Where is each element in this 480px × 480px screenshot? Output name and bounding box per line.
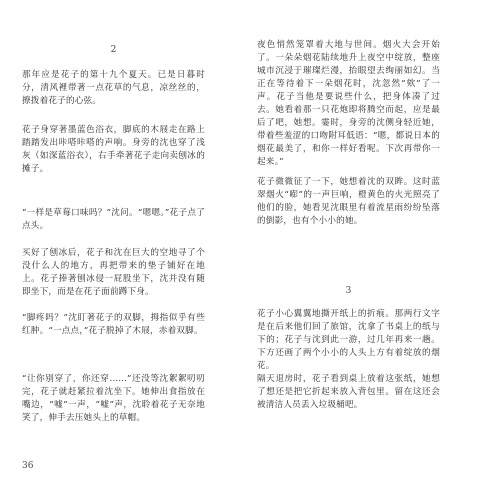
paragraph: “一样是草莓口味吗？”沈问。“嗯嗯。”花子点了点头。 — [22, 208, 205, 231]
page-number: 36 — [22, 461, 34, 471]
paragraph: 隔天退房时，花子看到桌上放着这张纸，她想了想还是把它折起来放入背包里。留在这还会被清洁人员丢入垃圾桶吧。 — [257, 374, 440, 410]
paragraph: 那年应是花子的第十九个夏天。已是日暮时分，清风裡带著一点花草的气息，凉丝丝的，撩拨着花子的心弦。 — [22, 70, 205, 106]
paragraph: 买好了刨冰后，花子和沈在巨大的空地寻了个没什么人的地方，再把带来的垫子铺好在地上。花子捧著刨冰侵一屁股坐下，沈并没有随即坐下，而是在花子面前蹲下身。 — [22, 248, 205, 297]
paragraph: 夜色悄然笼罩着大地与世间。烟火大会开始了。一朵朵烟花陆续地升上夜空中绽放，整座城市沉浸于璀璨烂漫，抬眼望去绚丽如幻。当正在等待着下一朵烟花时，沈忽然“欸”了一声。花子当他是要说些什么，把身体凑了过去。她看着那一只花炮即将腾空而起，应是最后了吧，她想。霎时，身旁的沈侧身轻近她，带着些羞涩的口吻附耳低语：“嗯，都说日本的烟花最美了，和你一样好看呢。下次再带你一起来。” — [257, 40, 440, 167]
paragraph: 花子身穿著墨蓝色浴衣，脚底的木屐走在路上踏踏发出咔嗒咔嗒的声响。身旁的沈也穿了浅灰（如深蓝浴衣），右手牵著花子走向卖刨冰的摊子。 — [22, 125, 205, 174]
section-number: 3 — [345, 286, 352, 296]
paragraph: “脚疼吗？”沈盯著花子的双脚，拇指似乎有些红肿。“一点点，”花子脱掉了木屐，赤着双脚。 — [22, 313, 205, 336]
section-number: 2 — [110, 45, 117, 55]
paragraph: 花子小心翼翼地撕开纸上的折痕。那两行文字是在后来他们回了旅馆，沈拿了书桌上的纸与下的；花子与沈到此一游，过几年再来一趟。下方还画了两个小小的人头上方有着绽放的烟花。 — [257, 309, 440, 371]
paragraph: 花子微微征了一下，她想着沈的双眸。这时蓝翠烟火“嘭”的一声巨响，橙黄色的火光照亮了他们的脸，她看见沈眼里有着流星雨纷纷坠落的倒影，也有个小小的她。 — [257, 177, 440, 226]
paragraph: “让你别穿了，你还穿……”还没等沈絮絮叨叨完，花子就赶紧拉着沈坐下。她伸出食指放在嘴边，“嘘”一声，“嘘”声，沈聆着花子无奈地笑了，伸手去压她头上的草帽。 — [22, 374, 205, 423]
